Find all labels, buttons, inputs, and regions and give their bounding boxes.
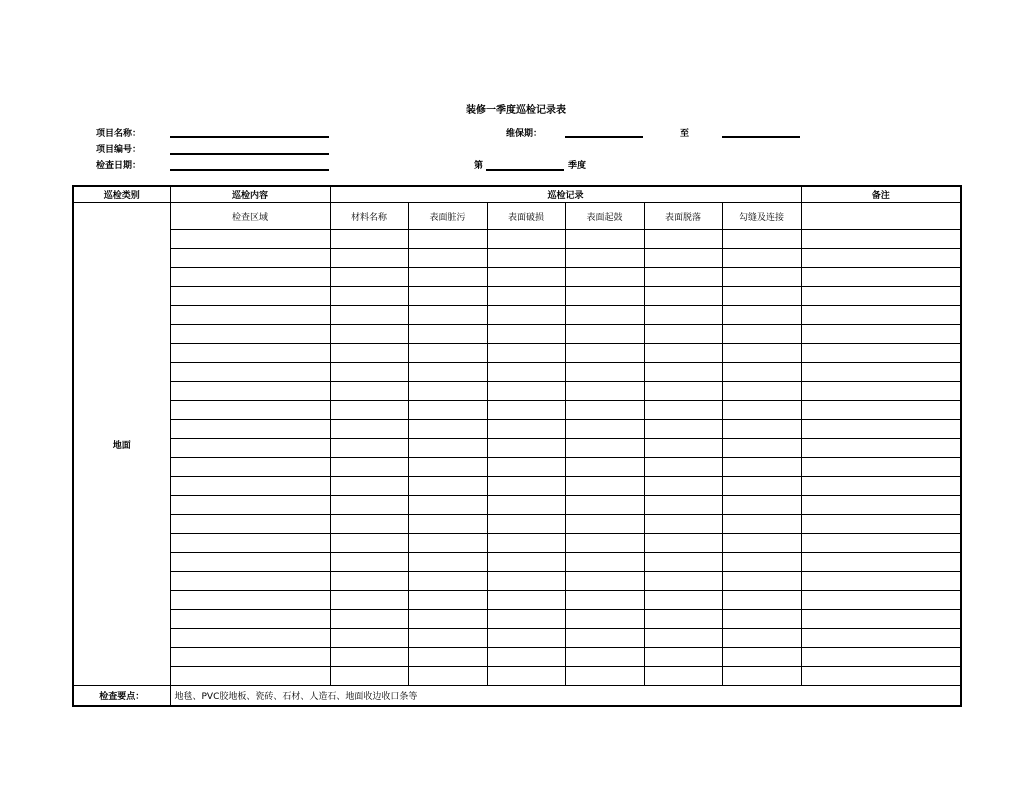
table-cell[interactable] (330, 287, 408, 306)
table-cell[interactable] (801, 572, 961, 591)
table-cell[interactable] (408, 534, 487, 553)
table-cell[interactable] (565, 287, 644, 306)
table-cell[interactable] (722, 496, 801, 515)
table-cell[interactable] (722, 306, 801, 325)
table-row (73, 401, 961, 420)
table-cell[interactable] (722, 325, 801, 344)
table-row (73, 515, 961, 534)
table-cell[interactable] (487, 344, 565, 363)
table-cell[interactable] (330, 382, 408, 401)
table-cell[interactable] (722, 629, 801, 648)
table-cell[interactable] (170, 363, 330, 382)
table-cell[interactable] (801, 515, 961, 534)
table-row (73, 420, 961, 439)
sub-header-material: 材料名称 (330, 203, 408, 230)
table-cell[interactable] (487, 553, 565, 572)
table-cell[interactable] (565, 363, 644, 382)
table-row (73, 496, 961, 515)
table-cell[interactable] (801, 667, 961, 686)
table-cell[interactable] (330, 572, 408, 591)
table-cell[interactable] (565, 401, 644, 420)
sub-header-bulge: 表面起鼓 (565, 203, 644, 230)
table-cell[interactable] (644, 401, 722, 420)
table-row (73, 249, 961, 268)
table-cell[interactable] (722, 401, 801, 420)
table-cell[interactable] (722, 458, 801, 477)
quarter-prefix: 第 (474, 161, 484, 171)
table-cell[interactable] (801, 287, 961, 306)
footer-text: 地毯、PVC胶地板、瓷砖、石材、人造石、地面收边收口条等 (170, 686, 961, 707)
table-cell[interactable] (565, 268, 644, 287)
table-cell[interactable] (330, 515, 408, 534)
project-no-field[interactable] (170, 153, 329, 155)
sub-header-joint: 勾缝及连接 (722, 203, 801, 230)
table-cell[interactable] (408, 648, 487, 667)
table-cell[interactable] (487, 382, 565, 401)
table-cell[interactable] (487, 458, 565, 477)
table-cell[interactable] (408, 667, 487, 686)
table-cell[interactable] (330, 268, 408, 287)
table-cell[interactable] (801, 439, 961, 458)
quarter-suffix: 季度 (568, 161, 587, 171)
table-cell[interactable] (487, 572, 565, 591)
table-cell[interactable] (487, 648, 565, 667)
table-cell[interactable] (644, 534, 722, 553)
table-cell[interactable] (330, 344, 408, 363)
table-cell[interactable] (487, 667, 565, 686)
table-cell[interactable] (330, 648, 408, 667)
table-cell[interactable] (408, 496, 487, 515)
table-cell[interactable] (644, 249, 722, 268)
table-cell[interactable] (722, 287, 801, 306)
table-cell[interactable] (801, 382, 961, 401)
table-cell[interactable] (170, 496, 330, 515)
col-remark-header: 备注 (801, 186, 961, 203)
table-cell[interactable] (644, 496, 722, 515)
table-cell[interactable] (644, 268, 722, 287)
table-cell[interactable] (487, 496, 565, 515)
table-cell[interactable] (170, 439, 330, 458)
col-record-header: 巡检记录 (330, 186, 801, 203)
table-cell[interactable] (487, 401, 565, 420)
table-cell[interactable] (408, 287, 487, 306)
table-cell[interactable] (644, 306, 722, 325)
table-cell[interactable] (408, 363, 487, 382)
table-cell[interactable] (644, 553, 722, 572)
table-cell[interactable] (330, 610, 408, 629)
table-cell[interactable] (801, 249, 961, 268)
table-cell[interactable] (170, 629, 330, 648)
table-cell[interactable] (487, 268, 565, 287)
table-cell[interactable] (170, 477, 330, 496)
project-no-label: 项目编号： (96, 145, 142, 155)
table-cell[interactable] (722, 344, 801, 363)
table-row (73, 458, 961, 477)
table-cell[interactable] (801, 458, 961, 477)
warranty-end-field[interactable] (722, 136, 800, 138)
table-cell[interactable] (170, 230, 330, 249)
table-cell[interactable] (330, 629, 408, 648)
table-cell[interactable] (565, 496, 644, 515)
table-cell[interactable] (408, 230, 487, 249)
table-cell[interactable] (565, 420, 644, 439)
table-cell[interactable] (408, 553, 487, 572)
table-cell[interactable] (330, 496, 408, 515)
table-cell[interactable] (722, 534, 801, 553)
table-cell[interactable] (330, 534, 408, 553)
table-cell[interactable] (801, 230, 961, 249)
table-cell[interactable] (408, 439, 487, 458)
table-row (73, 306, 961, 325)
table-cell[interactable] (801, 344, 961, 363)
table-cell[interactable] (644, 325, 722, 344)
table-cell[interactable] (722, 667, 801, 686)
sub-header-peel: 表面脱落 (644, 203, 722, 230)
table-cell[interactable] (644, 629, 722, 648)
table-cell[interactable] (801, 591, 961, 610)
table-cell[interactable] (330, 249, 408, 268)
table-cell[interactable] (487, 249, 565, 268)
table-cell[interactable] (722, 610, 801, 629)
table-cell[interactable] (644, 667, 722, 686)
footer-row (73, 686, 961, 707)
table-cell[interactable] (801, 629, 961, 648)
warranty-label: 维保期： (506, 129, 543, 139)
table-row (73, 629, 961, 648)
page-title: 装修一季度巡检记录表 (466, 105, 566, 116)
table-row (73, 230, 961, 249)
table-cell[interactable] (170, 401, 330, 420)
table-cell[interactable] (330, 363, 408, 382)
footer-label: 检查要点： (73, 686, 170, 707)
table-cell[interactable] (565, 325, 644, 344)
table-cell[interactable] (722, 230, 801, 249)
table-cell[interactable] (170, 610, 330, 629)
table-cell[interactable] (722, 477, 801, 496)
table-cell[interactable] (644, 477, 722, 496)
table-cell[interactable] (170, 458, 330, 477)
table-row (73, 572, 961, 591)
table-cell[interactable] (408, 515, 487, 534)
table-cell[interactable] (565, 382, 644, 401)
table-cell[interactable] (722, 363, 801, 382)
table-row (73, 268, 961, 287)
table-cell[interactable] (644, 287, 722, 306)
table-cell[interactable] (801, 553, 961, 572)
table-cell[interactable] (644, 458, 722, 477)
table-row (73, 325, 961, 344)
table-cell[interactable] (565, 230, 644, 249)
table-cell[interactable] (644, 610, 722, 629)
table-cell[interactable] (644, 439, 722, 458)
table-cell[interactable] (722, 439, 801, 458)
table-cell[interactable] (487, 439, 565, 458)
table-row (73, 591, 961, 610)
table-cell[interactable] (408, 249, 487, 268)
table-cell[interactable] (487, 610, 565, 629)
table-cell[interactable] (487, 325, 565, 344)
table-cell[interactable] (408, 420, 487, 439)
table-cell[interactable] (408, 382, 487, 401)
table-cell[interactable] (722, 515, 801, 534)
table-cell[interactable] (170, 572, 330, 591)
table-cell[interactable] (565, 591, 644, 610)
table-cell[interactable] (487, 420, 565, 439)
project-name-label: 项目名称： (96, 129, 142, 139)
project-name-field[interactable] (170, 136, 329, 138)
table-cell[interactable] (722, 572, 801, 591)
table-cell[interactable] (170, 249, 330, 268)
table-cell[interactable] (330, 477, 408, 496)
table-cell[interactable] (487, 287, 565, 306)
table-cell[interactable] (487, 477, 565, 496)
table-cell[interactable] (565, 458, 644, 477)
table-cell[interactable] (330, 553, 408, 572)
table-cell[interactable] (801, 401, 961, 420)
col-category-header: 巡检类别 (73, 186, 170, 203)
table-cell[interactable] (644, 648, 722, 667)
table-cell[interactable] (801, 496, 961, 515)
table-cell[interactable] (487, 629, 565, 648)
inspect-date-label: 检查日期： (96, 161, 142, 171)
sub-header-area: 检查区域 (170, 203, 330, 230)
table-cell[interactable] (801, 363, 961, 382)
table-cell[interactable] (170, 268, 330, 287)
table-cell[interactable] (801, 420, 961, 439)
table-row (73, 287, 961, 306)
table-cell[interactable] (330, 458, 408, 477)
table-cell[interactable] (801, 325, 961, 344)
category-cell: 地面 (73, 203, 170, 686)
warranty-start-field[interactable] (565, 136, 643, 138)
table-cell[interactable] (170, 325, 330, 344)
table-cell[interactable] (801, 477, 961, 496)
table-cell[interactable] (801, 648, 961, 667)
table-cell[interactable] (722, 648, 801, 667)
table-cell[interactable] (644, 344, 722, 363)
table-cell[interactable] (565, 667, 644, 686)
table-cell[interactable] (487, 363, 565, 382)
table-cell[interactable] (170, 648, 330, 667)
table-cell[interactable] (408, 591, 487, 610)
inspection-table (72, 185, 962, 707)
table-cell[interactable] (722, 249, 801, 268)
sub-header-remark (801, 203, 961, 230)
table-cell[interactable] (565, 249, 644, 268)
header-row (73, 186, 961, 203)
table-cell[interactable] (565, 629, 644, 648)
table-cell[interactable] (330, 591, 408, 610)
table-cell[interactable] (722, 420, 801, 439)
table-cell[interactable] (565, 306, 644, 325)
table-cell[interactable] (487, 306, 565, 325)
table-cell[interactable] (408, 477, 487, 496)
table-cell[interactable] (330, 230, 408, 249)
table-row (73, 648, 961, 667)
table-cell[interactable] (644, 572, 722, 591)
table-cell[interactable] (644, 363, 722, 382)
table-cell[interactable] (408, 306, 487, 325)
table-cell[interactable] (170, 382, 330, 401)
table-cell[interactable] (408, 325, 487, 344)
table-cell[interactable] (644, 515, 722, 534)
table-cell[interactable] (565, 610, 644, 629)
table-cell[interactable] (487, 230, 565, 249)
table-cell[interactable] (170, 287, 330, 306)
table-cell[interactable] (565, 515, 644, 534)
table-cell[interactable] (565, 534, 644, 553)
col-content-header: 巡检内容 (170, 186, 330, 203)
table-cell[interactable] (722, 382, 801, 401)
table-cell[interactable] (330, 401, 408, 420)
table-cell[interactable] (330, 667, 408, 686)
table-cell[interactable] (722, 591, 801, 610)
table-row (73, 667, 961, 686)
table-cell[interactable] (565, 477, 644, 496)
table-row (73, 363, 961, 382)
inspect-date-field[interactable] (170, 169, 329, 171)
sub-header-dirty: 表面脏污 (408, 203, 487, 230)
table-cell[interactable] (644, 591, 722, 610)
table-cell[interactable] (801, 268, 961, 287)
table-row (73, 534, 961, 553)
table-cell[interactable] (487, 515, 565, 534)
table-cell[interactable] (408, 268, 487, 287)
table-cell[interactable] (565, 344, 644, 363)
table-row (73, 610, 961, 629)
table-cell[interactable] (722, 268, 801, 287)
table-cell[interactable] (408, 610, 487, 629)
table-cell[interactable] (170, 534, 330, 553)
table-cell[interactable] (487, 591, 565, 610)
table-cell[interactable] (170, 306, 330, 325)
table-cell[interactable] (408, 344, 487, 363)
table-cell[interactable] (565, 553, 644, 572)
table-cell[interactable] (408, 401, 487, 420)
table-cell[interactable] (408, 458, 487, 477)
table-cell[interactable] (644, 230, 722, 249)
table-cell[interactable] (565, 572, 644, 591)
table-cell[interactable] (170, 420, 330, 439)
table-row (73, 477, 961, 496)
table-cell[interactable] (170, 515, 330, 534)
table-cell[interactable] (644, 420, 722, 439)
table-row (73, 553, 961, 572)
to-label: 至 (680, 129, 690, 139)
table-cell[interactable] (565, 648, 644, 667)
quarter-field[interactable] (486, 169, 564, 171)
table-cell[interactable] (170, 667, 330, 686)
table-row (73, 439, 961, 458)
table-cell[interactable] (170, 344, 330, 363)
table-cell[interactable] (801, 306, 961, 325)
table-cell[interactable] (801, 534, 961, 553)
table-cell[interactable] (330, 306, 408, 325)
sub-header-row (73, 203, 961, 230)
table-cell[interactable] (170, 591, 330, 610)
table-cell[interactable] (487, 534, 565, 553)
table-row (73, 382, 961, 401)
table-cell[interactable] (170, 553, 330, 572)
table-cell[interactable] (330, 420, 408, 439)
table-cell[interactable] (330, 439, 408, 458)
table-cell[interactable] (408, 572, 487, 591)
table-cell[interactable] (801, 610, 961, 629)
table-cell[interactable] (565, 439, 644, 458)
table-cell[interactable] (330, 325, 408, 344)
table-cell[interactable] (722, 553, 801, 572)
table-cell[interactable] (408, 629, 487, 648)
sub-header-damage: 表面破损 (487, 203, 565, 230)
table-row (73, 344, 961, 363)
table-cell[interactable] (644, 382, 722, 401)
